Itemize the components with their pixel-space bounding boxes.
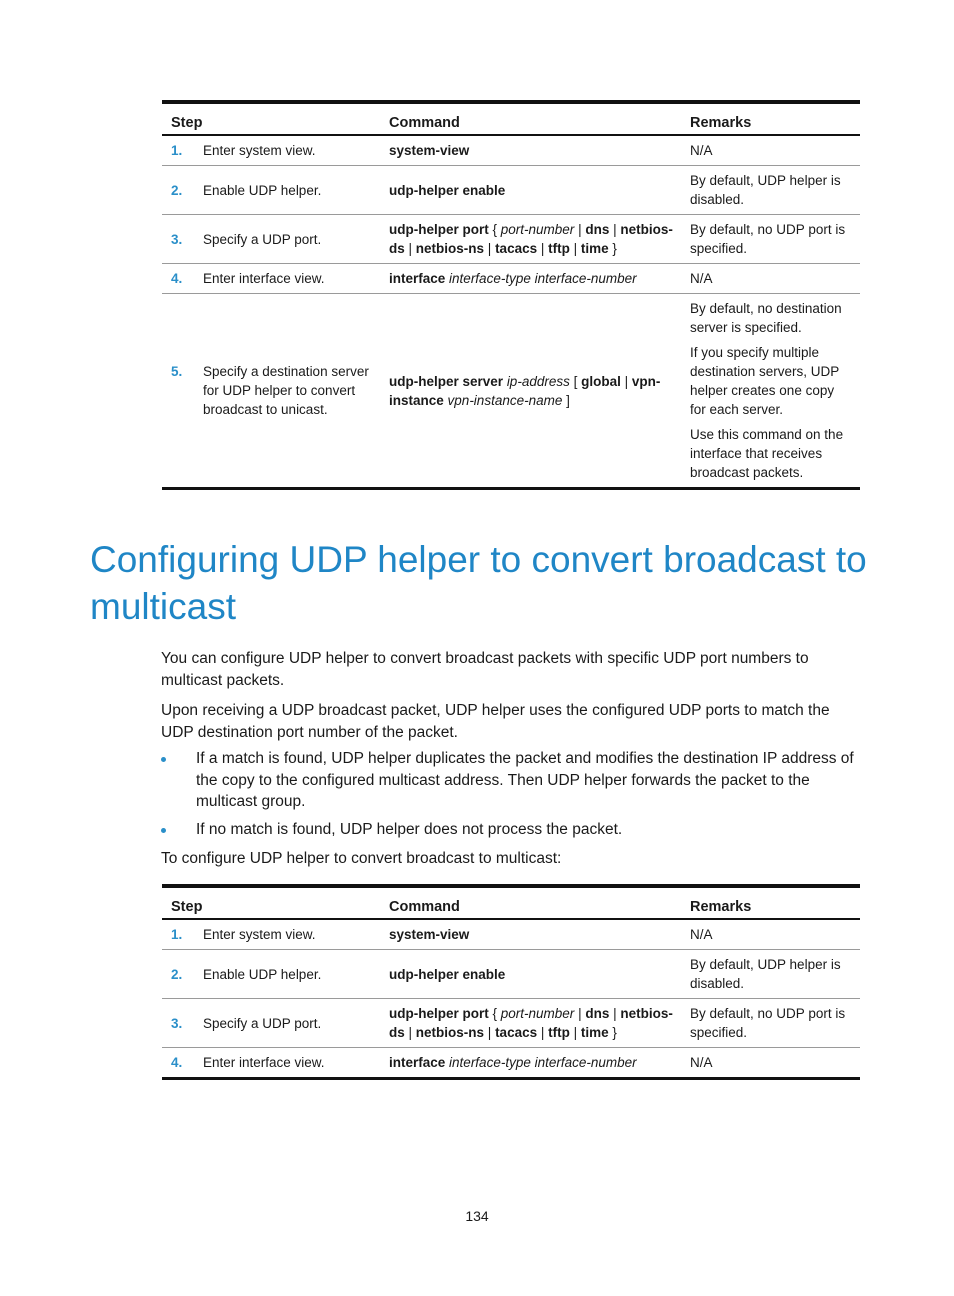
step-description: Enable UDP helper.	[203, 182, 322, 198]
step-description: Specify a UDP port.	[203, 231, 322, 247]
step-cell	[162, 215, 380, 264]
step-content	[171, 925, 372, 944]
procedure-lead	[161, 848, 863, 870]
step-number: 2.	[171, 182, 183, 198]
command-syntax: }	[608, 241, 617, 256]
step-cell	[162, 919, 380, 950]
command-keyword: time	[580, 1025, 609, 1040]
command-cell	[380, 950, 681, 999]
step-content	[171, 1014, 372, 1033]
remark-text: By default, no destination server is specified.	[690, 301, 842, 335]
table-body	[162, 135, 860, 489]
step-content	[171, 269, 372, 288]
command-keyword: tacacs	[495, 241, 538, 256]
step-content	[171, 181, 372, 200]
command-keyword: netbios-ds	[389, 222, 673, 256]
step-number: 3.	[171, 231, 183, 247]
step-cell	[162, 1048, 380, 1079]
table-row	[162, 999, 860, 1048]
command-cell	[380, 294, 681, 489]
command-syntax: |	[609, 222, 621, 237]
step-description: Specify a UDP port.	[203, 1015, 322, 1031]
step-cell	[162, 950, 380, 999]
command-cell	[380, 135, 681, 166]
command-syntax: |	[609, 1006, 621, 1021]
command-syntax: |	[537, 1025, 549, 1040]
remarks-cell	[681, 919, 860, 950]
remarks-cell	[681, 999, 860, 1048]
command-keyword: udp-helper port	[389, 222, 489, 237]
command-syntax: {	[488, 1006, 501, 1021]
step-cell	[162, 135, 380, 166]
step-description: Enter interface view.	[203, 1055, 325, 1070]
table-header-row	[162, 886, 860, 919]
command-cell	[380, 999, 681, 1048]
command-keyword: global	[581, 373, 621, 389]
command-keyword: tacacs	[495, 1025, 538, 1040]
remark-text: N/A	[690, 271, 713, 286]
command-syntax: |	[574, 222, 586, 237]
matching-paragraph	[161, 700, 863, 743]
command-syntax: |	[537, 241, 549, 256]
table-row	[162, 1048, 860, 1079]
command-syntax: |	[569, 241, 581, 256]
list-item	[161, 748, 863, 813]
bullet-icon	[161, 828, 166, 833]
command-cell	[380, 264, 681, 294]
steps-table-multicast	[162, 884, 860, 1080]
command-keyword: vpn-instance	[389, 373, 661, 408]
remarks-cell	[681, 950, 860, 999]
step-cell	[162, 166, 380, 215]
remark-text: If you specify multiple destination servers, UDP helper creates one copy for each server.	[690, 345, 840, 417]
remarks-cell	[681, 166, 860, 215]
header-step: Step	[162, 886, 380, 919]
list-item-text: If no match is found, UDP helper does not process the packet.	[196, 820, 623, 838]
command-keyword: netbios-ns	[415, 1025, 485, 1040]
step-description: Enter interface view.	[203, 271, 325, 286]
remark-text: Use this command on the interface that receives broadcast packets.	[690, 427, 844, 480]
step-number: 4.	[171, 271, 183, 286]
command-keyword: udp-helper enable	[389, 182, 506, 198]
command-syntax: ]	[562, 392, 570, 408]
command-keyword: udp-helper port	[389, 1006, 489, 1021]
table-body	[162, 919, 860, 1079]
step-number: 1.	[171, 143, 183, 158]
command-syntax: |	[404, 241, 416, 256]
command-argument: vpn-instance-name	[447, 392, 563, 408]
command-keyword: dns	[585, 1006, 610, 1021]
step-content	[171, 965, 372, 984]
header-remarks: Remarks	[681, 102, 860, 135]
intro-paragraph	[161, 648, 863, 691]
step-description: Enable UDP helper.	[203, 966, 322, 982]
remarks-cell	[681, 1048, 860, 1079]
step-number: 1.	[171, 927, 183, 942]
step-cell	[162, 264, 380, 294]
command-argument: port-number	[500, 1006, 575, 1021]
paragraph-text: To configure UDP helper to convert broadcast to multicast:	[161, 850, 562, 867]
command-keyword: time	[580, 241, 609, 256]
command-cell	[380, 1048, 681, 1079]
command-cell	[380, 215, 681, 264]
step-number: 3.	[171, 1015, 183, 1031]
step-cell	[162, 999, 380, 1048]
table-row	[162, 294, 860, 489]
command-keyword: udp-helper enable	[389, 966, 506, 982]
step-content	[171, 230, 372, 249]
remark-text: N/A	[690, 143, 713, 158]
list-item	[161, 819, 863, 841]
command-cell	[380, 166, 681, 215]
command-cell	[380, 919, 681, 950]
step-description: Enter system view.	[203, 143, 316, 158]
remark-text: By default, UDP helper is disabled.	[690, 173, 841, 207]
command-syntax: [	[569, 373, 582, 389]
command-argument: interface-type interface-number	[449, 271, 637, 286]
command-keyword: interface	[389, 271, 446, 286]
list-item-text: If a match is found, UDP helper duplicates the packet and modifies the destination IP address of the copy to the configured multicast address. Then UDP helper forwards the packet to the multicast group.	[196, 750, 854, 810]
command-argument: port-number	[500, 222, 575, 237]
header-step: Step	[162, 102, 380, 135]
table-row	[162, 264, 860, 294]
command-keyword: system-view	[389, 143, 470, 158]
command-argument: interface-type interface-number	[449, 1055, 637, 1070]
command-syntax: |	[484, 1025, 496, 1040]
command-keyword: system-view	[389, 927, 470, 942]
command-syntax: |	[574, 1006, 586, 1021]
command-keyword: tftp	[548, 241, 570, 256]
step-description: Enter system view.	[203, 927, 316, 942]
remarks-cell	[681, 135, 860, 166]
remark-text: N/A	[690, 1055, 713, 1070]
paragraph-text: You can configure UDP helper to convert broadcast packets with specific UDP port numbers to multicast packets.	[161, 650, 809, 689]
step-content	[171, 141, 372, 160]
bullet-list	[161, 748, 863, 846]
remarks-cell	[681, 294, 860, 489]
remark-text: By default, no UDP port is specified.	[690, 1006, 846, 1040]
bullet-icon	[161, 757, 166, 762]
step-description: Specify a destination server for UDP helper to convert broadcast to unicast.	[203, 364, 369, 417]
page-number: 134	[465, 1208, 489, 1224]
table-row	[162, 215, 860, 264]
step-content	[171, 362, 372, 419]
header-command: Command	[380, 102, 681, 135]
paragraph-text: Upon receiving a UDP broadcast packet, UDP helper uses the configured UDP ports to match the UDP destination port number of the packet.	[161, 702, 830, 741]
step-number: 5.	[171, 364, 183, 379]
remarks-cell	[681, 215, 860, 264]
table-row	[162, 166, 860, 215]
table-row	[162, 950, 860, 999]
command-keyword: netbios-ds	[389, 1006, 673, 1040]
step-cell	[162, 294, 380, 489]
steps-table-unicast	[162, 100, 860, 490]
command-keyword: tftp	[548, 1025, 570, 1040]
remark-text: By default, UDP helper is disabled.	[690, 957, 841, 991]
table-header-row	[162, 102, 860, 135]
section-heading: Configuring UDP helper to convert broadcast to multicast	[90, 539, 867, 627]
table-row	[162, 919, 860, 950]
remark-text: By default, no UDP port is specified.	[690, 222, 846, 256]
header-remarks: Remarks	[681, 886, 860, 919]
command-keyword: interface	[389, 1055, 446, 1070]
command-syntax: |	[404, 1025, 416, 1040]
step-content	[171, 1053, 372, 1072]
command-argument: ip-address	[506, 373, 570, 389]
command-syntax: {	[488, 222, 501, 237]
command-keyword: dns	[585, 222, 610, 237]
command-keyword: netbios-ns	[415, 241, 485, 256]
remarks-cell	[681, 264, 860, 294]
step-number: 4.	[171, 1055, 183, 1070]
command-syntax: }	[608, 1025, 617, 1040]
table-row	[162, 135, 860, 166]
command-syntax: |	[484, 241, 496, 256]
header-command: Command	[380, 886, 681, 919]
step-number: 2.	[171, 966, 183, 982]
command-keyword: udp-helper server	[389, 373, 504, 389]
command-syntax: |	[569, 1025, 581, 1040]
remark-text: N/A	[690, 927, 713, 942]
command-syntax: |	[620, 373, 632, 389]
